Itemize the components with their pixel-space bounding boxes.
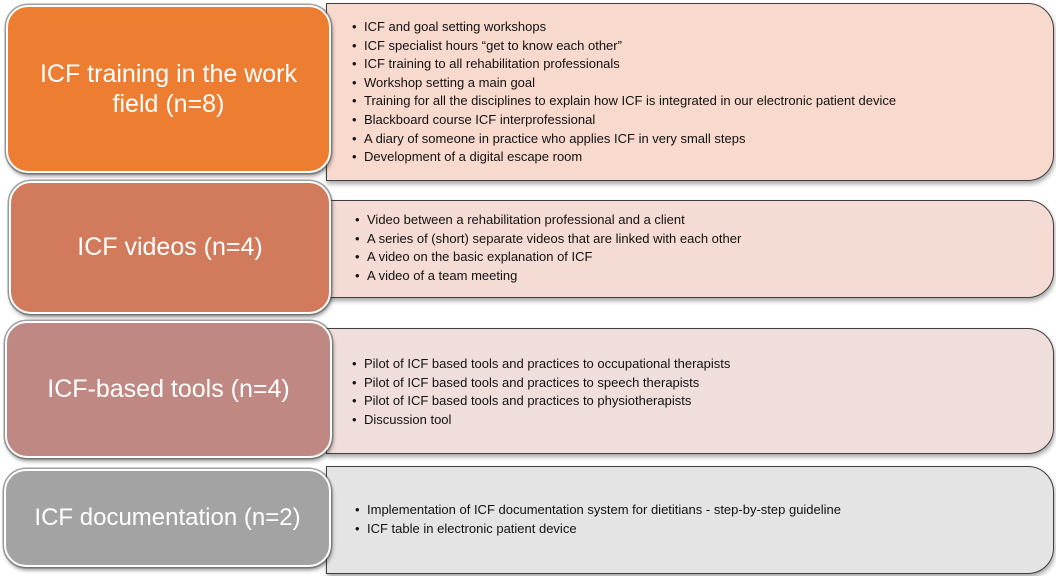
list-item: • Training for all the disciplines to explain how ICF is integrated in our electronic patient device [352,92,1053,111]
list-item: • Implementation of ICF documentation system for dietitians - step-by-step guideline [355,501,1053,520]
list-item: • Development of a digital escape room [352,148,1053,167]
list-item: • ICF specialist hours “get to know each other” [352,37,1053,56]
label-icf-training-line-2: field (n=8) [112,90,225,118]
list-item: • ICF table in electronic patient device [355,520,1053,539]
list-item: • Pilot of ICF based tools and practices to physiotherapists [352,392,1053,411]
label-icf-videos-text: ICF videos (n=4) [77,233,263,262]
list-item: • A video of a team meeting [355,267,1053,286]
label-icf-training-line-1: ICF training in the work [39,59,298,88]
list-item: • ICF and goal setting workshops [352,18,1053,37]
label-icf-documentation-text: ICF documentation (n=2) [34,504,301,532]
list-icf-tools [326,328,1054,454]
label-icf-tools [5,321,332,458]
list-icf-videos [326,200,1054,298]
list-item: • ICF training to all rehabilitation professionals [352,55,1053,74]
list-item: • Video between a rehabilitation professional and a client [355,211,1053,230]
list-item: • Pilot of ICF based tools and practices to occupational therapists [352,355,1053,374]
label-icf-training [6,5,331,173]
label-icf-documentation [4,469,331,567]
list-item: • Blackboard course ICF interprofessional [352,111,1053,130]
list-item: • Discussion tool [352,411,1053,430]
label-icf-tools-text: ICF-based tools (n=4) [47,375,290,404]
label-icf-videos [9,181,331,314]
list-item: • A diary of someone in practice who applies ICF in very small steps [352,130,1053,149]
list-item: • A series of (short) separate videos that are linked with each other [355,230,1053,249]
list-item: • Workshop setting a main goal [352,74,1053,93]
list-icf-documentation [326,466,1054,574]
list-icf-training [326,3,1054,181]
list-item: • Pilot of ICF based tools and practices to speech therapists [352,374,1053,393]
list-item: • A video on the basic explanation of ICF [355,248,1053,267]
